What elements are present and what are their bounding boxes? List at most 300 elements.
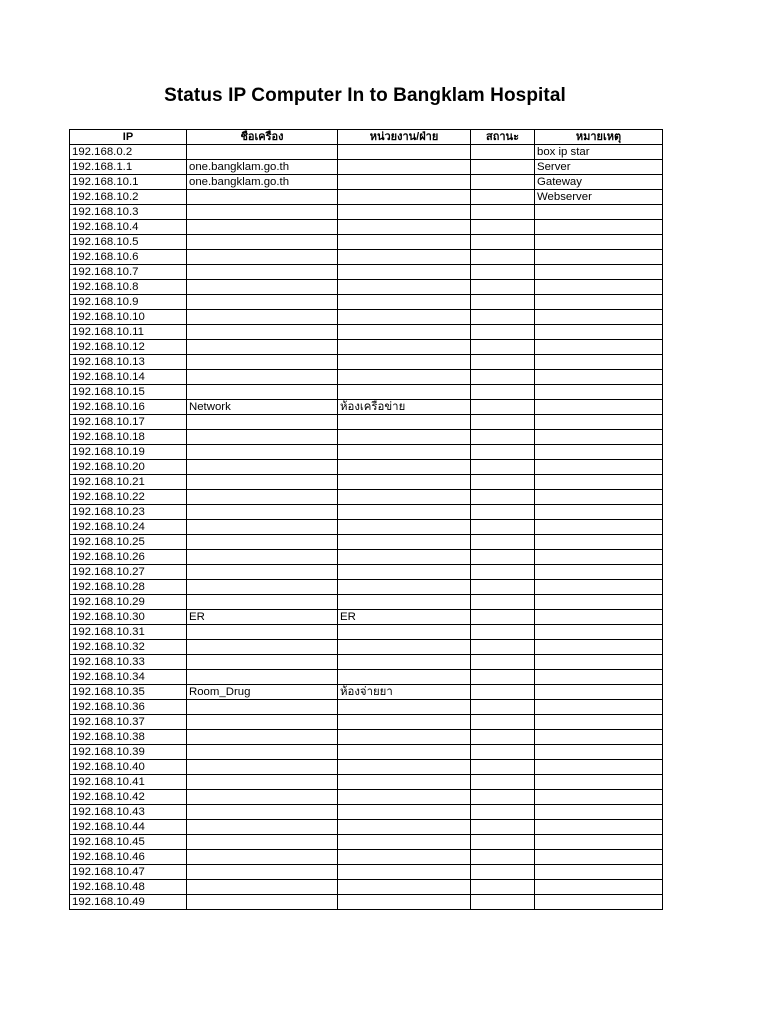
cell-ip: 192.168.10.42 <box>70 790 187 805</box>
cell-ip: 192.168.10.25 <box>70 535 187 550</box>
cell-status <box>471 850 535 865</box>
cell-ip: 192.168.10.24 <box>70 520 187 535</box>
cell-status <box>471 640 535 655</box>
cell-department <box>338 430 471 445</box>
table-row <box>70 670 663 685</box>
cell-ip: 192.168.10.46 <box>70 850 187 865</box>
cell-machine-name <box>187 730 338 745</box>
cell-ip: 192.168.10.47 <box>70 865 187 880</box>
cell-remark <box>535 310 663 325</box>
cell-department <box>338 460 471 475</box>
cell-remark <box>535 760 663 775</box>
cell-ip: 192.168.10.40 <box>70 760 187 775</box>
cell-department <box>338 760 471 775</box>
cell-department <box>338 490 471 505</box>
cell-machine-name <box>187 475 338 490</box>
table-row <box>70 355 663 370</box>
cell-remark <box>535 700 663 715</box>
cell-status <box>471 295 535 310</box>
cell-machine-name <box>187 310 338 325</box>
cell-department <box>338 655 471 670</box>
table-row <box>70 880 663 895</box>
cell-remark <box>535 265 663 280</box>
cell-remark <box>535 640 663 655</box>
cell-machine-name <box>187 145 338 160</box>
cell-machine-name <box>187 790 338 805</box>
cell-department <box>338 265 471 280</box>
cell-remark <box>535 340 663 355</box>
cell-ip: 192.168.10.4 <box>70 220 187 235</box>
cell-remark <box>535 835 663 850</box>
cell-ip: 192.168.10.44 <box>70 820 187 835</box>
cell-status <box>471 790 535 805</box>
header-status: สถานะ <box>471 130 535 145</box>
table-row <box>70 280 663 295</box>
cell-department <box>338 355 471 370</box>
cell-remark <box>535 220 663 235</box>
cell-ip: 192.168.10.10 <box>70 310 187 325</box>
cell-ip: 192.168.10.32 <box>70 640 187 655</box>
cell-status <box>471 460 535 475</box>
table-row <box>70 445 663 460</box>
page-title: Status IP Computer In to Bangklam Hospital <box>164 85 566 106</box>
cell-status <box>471 745 535 760</box>
cell-status <box>471 535 535 550</box>
cell-department <box>338 640 471 655</box>
cell-department <box>338 565 471 580</box>
cell-department: ห้องจ่ายยา <box>338 685 471 700</box>
cell-department <box>338 220 471 235</box>
cell-remark <box>535 730 663 745</box>
cell-machine-name <box>187 880 338 895</box>
cell-machine-name <box>187 565 338 580</box>
cell-ip: 192.168.10.6 <box>70 250 187 265</box>
cell-remark <box>535 820 663 835</box>
cell-remark <box>535 205 663 220</box>
table-row <box>70 370 663 385</box>
cell-machine-name <box>187 895 338 910</box>
table-row <box>70 535 663 550</box>
cell-machine-name: one.bangklam.go.th <box>187 160 338 175</box>
cell-remark <box>535 400 663 415</box>
cell-remark <box>535 235 663 250</box>
cell-status <box>471 820 535 835</box>
table-row <box>70 475 663 490</box>
table-row <box>70 190 663 205</box>
cell-status <box>471 595 535 610</box>
cell-status <box>471 415 535 430</box>
table-row <box>70 850 663 865</box>
table-row <box>70 580 663 595</box>
cell-remark: Server <box>535 160 663 175</box>
cell-status <box>471 205 535 220</box>
cell-machine-name <box>187 865 338 880</box>
cell-machine-name <box>187 325 338 340</box>
cell-machine-name <box>187 580 338 595</box>
table-row <box>70 790 663 805</box>
cell-status <box>471 670 535 685</box>
cell-ip: 192.168.10.43 <box>70 805 187 820</box>
cell-ip: 192.168.10.26 <box>70 550 187 565</box>
cell-department <box>338 340 471 355</box>
cell-remark <box>535 655 663 670</box>
table-row <box>70 520 663 535</box>
cell-remark <box>535 565 663 580</box>
cell-status <box>471 265 535 280</box>
cell-department <box>338 730 471 745</box>
cell-department <box>338 145 471 160</box>
cell-status <box>471 340 535 355</box>
cell-ip: 192.168.10.35 <box>70 685 187 700</box>
table-row <box>70 490 663 505</box>
table-row <box>70 265 663 280</box>
cell-remark <box>535 790 663 805</box>
cell-department <box>338 190 471 205</box>
cell-machine-name <box>187 265 338 280</box>
cell-remark <box>535 415 663 430</box>
cell-machine-name <box>187 670 338 685</box>
cell-remark <box>535 715 663 730</box>
cell-status <box>471 370 535 385</box>
cell-department <box>338 835 471 850</box>
cell-department <box>338 175 471 190</box>
table-row <box>70 895 663 910</box>
cell-department <box>338 415 471 430</box>
header-ip: IP <box>70 130 187 145</box>
cell-ip: 192.168.10.22 <box>70 490 187 505</box>
cell-remark <box>535 670 663 685</box>
cell-status <box>471 175 535 190</box>
cell-ip: 192.168.10.5 <box>70 235 187 250</box>
cell-status <box>471 385 535 400</box>
cell-department <box>338 160 471 175</box>
cell-remark <box>535 865 663 880</box>
cell-ip: 192.168.10.14 <box>70 370 187 385</box>
cell-department <box>338 325 471 340</box>
table-row <box>70 415 663 430</box>
cell-department <box>338 880 471 895</box>
table-row <box>70 325 663 340</box>
cell-status <box>471 280 535 295</box>
cell-ip: 192.168.10.37 <box>70 715 187 730</box>
cell-department <box>338 745 471 760</box>
cell-remark <box>535 505 663 520</box>
cell-ip: 192.168.10.15 <box>70 385 187 400</box>
cell-status <box>471 355 535 370</box>
table-row <box>70 175 663 190</box>
cell-department <box>338 790 471 805</box>
cell-remark <box>535 490 663 505</box>
cell-machine-name <box>187 205 338 220</box>
cell-department <box>338 280 471 295</box>
cell-ip: 192.168.10.30 <box>70 610 187 625</box>
cell-department <box>338 235 471 250</box>
table-row <box>70 310 663 325</box>
table-row <box>70 385 663 400</box>
table-row <box>70 460 663 475</box>
cell-status <box>471 520 535 535</box>
cell-status <box>471 685 535 700</box>
cell-department <box>338 295 471 310</box>
cell-department <box>338 700 471 715</box>
cell-ip: 192.168.10.38 <box>70 730 187 745</box>
cell-department <box>338 370 471 385</box>
cell-department <box>338 895 471 910</box>
cell-ip: 192.168.10.13 <box>70 355 187 370</box>
cell-ip: 192.168.10.31 <box>70 625 187 640</box>
cell-department <box>338 385 471 400</box>
cell-status <box>471 325 535 340</box>
table-row <box>70 820 663 835</box>
cell-machine-name <box>187 760 338 775</box>
cell-status <box>471 490 535 505</box>
cell-remark <box>535 610 663 625</box>
cell-remark <box>535 895 663 910</box>
cell-status <box>471 550 535 565</box>
cell-machine-name <box>187 775 338 790</box>
cell-machine-name <box>187 355 338 370</box>
cell-department <box>338 550 471 565</box>
cell-machine-name <box>187 235 338 250</box>
cell-ip: 192.168.10.33 <box>70 655 187 670</box>
cell-remark <box>535 775 663 790</box>
cell-machine-name <box>187 490 338 505</box>
cell-remark: Gateway <box>535 175 663 190</box>
cell-remark <box>535 325 663 340</box>
cell-ip: 192.168.1.1 <box>70 160 187 175</box>
cell-ip: 192.168.10.41 <box>70 775 187 790</box>
cell-machine-name <box>187 700 338 715</box>
cell-department <box>338 475 471 490</box>
cell-machine-name <box>187 415 338 430</box>
cell-machine-name: Network <box>187 400 338 415</box>
table-row <box>70 295 663 310</box>
cell-remark <box>535 445 663 460</box>
cell-status <box>471 775 535 790</box>
table-row <box>70 595 663 610</box>
table-row <box>70 145 663 160</box>
cell-status <box>471 445 535 460</box>
cell-department: ห้องเครือข่าย <box>338 400 471 415</box>
table-row <box>70 700 663 715</box>
cell-ip: 192.168.10.49 <box>70 895 187 910</box>
cell-ip: 192.168.10.19 <box>70 445 187 460</box>
cell-machine-name <box>187 550 338 565</box>
cell-remark: Webserver <box>535 190 663 205</box>
cell-remark <box>535 460 663 475</box>
cell-machine-name <box>187 640 338 655</box>
cell-machine-name <box>187 430 338 445</box>
cell-machine-name <box>187 370 338 385</box>
cell-machine-name <box>187 445 338 460</box>
cell-ip: 192.168.10.21 <box>70 475 187 490</box>
cell-remark <box>535 355 663 370</box>
cell-status <box>471 475 535 490</box>
cell-ip: 192.168.0.2 <box>70 145 187 160</box>
cell-ip: 192.168.10.48 <box>70 880 187 895</box>
cell-machine-name <box>187 805 338 820</box>
cell-machine-name: ER <box>187 610 338 625</box>
cell-machine-name <box>187 460 338 475</box>
cell-ip: 192.168.10.36 <box>70 700 187 715</box>
table-row <box>70 505 663 520</box>
cell-remark <box>535 280 663 295</box>
cell-ip: 192.168.10.7 <box>70 265 187 280</box>
cell-machine-name <box>187 190 338 205</box>
cell-status <box>471 145 535 160</box>
cell-machine-name <box>187 295 338 310</box>
cell-status <box>471 730 535 745</box>
cell-machine-name <box>187 745 338 760</box>
cell-department <box>338 520 471 535</box>
cell-department <box>338 625 471 640</box>
cell-remark <box>535 520 663 535</box>
cell-status <box>471 220 535 235</box>
table-row <box>70 340 663 355</box>
cell-ip: 192.168.10.17 <box>70 415 187 430</box>
cell-status <box>471 700 535 715</box>
cell-machine-name <box>187 655 338 670</box>
cell-ip: 192.168.10.8 <box>70 280 187 295</box>
table-row <box>70 235 663 250</box>
cell-status <box>471 715 535 730</box>
cell-remark <box>535 250 663 265</box>
cell-status <box>471 865 535 880</box>
table-header-row <box>70 130 663 145</box>
cell-ip: 192.168.10.29 <box>70 595 187 610</box>
cell-ip: 192.168.10.34 <box>70 670 187 685</box>
cell-remark <box>535 685 663 700</box>
cell-machine-name <box>187 250 338 265</box>
cell-remark <box>535 295 663 310</box>
cell-remark <box>535 580 663 595</box>
cell-status <box>471 895 535 910</box>
cell-status <box>471 805 535 820</box>
cell-department <box>338 775 471 790</box>
cell-status <box>471 655 535 670</box>
table-row <box>70 835 663 850</box>
table-row <box>70 805 663 820</box>
table-row <box>70 730 663 745</box>
cell-status <box>471 160 535 175</box>
cell-machine-name <box>187 835 338 850</box>
table-body <box>70 145 663 910</box>
cell-remark <box>535 625 663 640</box>
cell-department <box>338 505 471 520</box>
table-row <box>70 430 663 445</box>
cell-status <box>471 235 535 250</box>
cell-ip: 192.168.10.20 <box>70 460 187 475</box>
cell-ip: 192.168.10.12 <box>70 340 187 355</box>
cell-remark <box>535 745 663 760</box>
cell-department <box>338 670 471 685</box>
cell-ip: 192.168.10.2 <box>70 190 187 205</box>
cell-machine-name <box>187 595 338 610</box>
table-row <box>70 715 663 730</box>
cell-status <box>471 610 535 625</box>
cell-machine-name <box>187 820 338 835</box>
header-remark: หมายเหตุ <box>535 130 663 145</box>
table-row <box>70 745 663 760</box>
cell-department <box>338 310 471 325</box>
cell-remark <box>535 430 663 445</box>
cell-machine-name <box>187 220 338 235</box>
table-row <box>70 610 663 625</box>
cell-machine-name <box>187 340 338 355</box>
cell-status <box>471 310 535 325</box>
cell-department <box>338 535 471 550</box>
cell-department <box>338 205 471 220</box>
cell-ip: 192.168.10.16 <box>70 400 187 415</box>
table-row <box>70 160 663 175</box>
cell-remark <box>535 805 663 820</box>
cell-machine-name <box>187 280 338 295</box>
cell-department <box>338 820 471 835</box>
table-row <box>70 640 663 655</box>
ip-status-table <box>69 129 663 910</box>
cell-status <box>471 250 535 265</box>
table-row <box>70 655 663 670</box>
cell-ip: 192.168.10.23 <box>70 505 187 520</box>
header-department: หน่วยงาน/ฝ่าย <box>338 130 471 145</box>
cell-machine-name: one.bangklam.go.th <box>187 175 338 190</box>
cell-remark <box>535 475 663 490</box>
table-row <box>70 685 663 700</box>
cell-ip: 192.168.10.3 <box>70 205 187 220</box>
cell-machine-name <box>187 535 338 550</box>
cell-department <box>338 805 471 820</box>
cell-ip: 192.168.10.1 <box>70 175 187 190</box>
table-row <box>70 865 663 880</box>
cell-status <box>471 625 535 640</box>
cell-remark <box>535 370 663 385</box>
cell-status <box>471 760 535 775</box>
table-row <box>70 760 663 775</box>
cell-remark <box>535 535 663 550</box>
cell-status <box>471 580 535 595</box>
cell-status <box>471 880 535 895</box>
table-row <box>70 565 663 580</box>
cell-remark <box>535 385 663 400</box>
cell-department <box>338 250 471 265</box>
table-row <box>70 205 663 220</box>
cell-remark: box ip star <box>535 145 663 160</box>
cell-department <box>338 445 471 460</box>
table-row <box>70 250 663 265</box>
cell-remark <box>535 550 663 565</box>
cell-status <box>471 835 535 850</box>
table-row <box>70 775 663 790</box>
table-row <box>70 550 663 565</box>
cell-machine-name <box>187 505 338 520</box>
cell-ip: 192.168.10.27 <box>70 565 187 580</box>
cell-department <box>338 580 471 595</box>
cell-department <box>338 715 471 730</box>
header-machine-name: ชื่อเครื่อง <box>187 130 338 145</box>
cell-machine-name <box>187 520 338 535</box>
table-row <box>70 400 663 415</box>
cell-ip: 192.168.10.9 <box>70 295 187 310</box>
cell-department <box>338 595 471 610</box>
cell-machine-name <box>187 625 338 640</box>
cell-ip: 192.168.10.39 <box>70 745 187 760</box>
cell-status <box>471 430 535 445</box>
cell-department: ER <box>338 610 471 625</box>
cell-status <box>471 400 535 415</box>
table-row <box>70 220 663 235</box>
cell-status <box>471 505 535 520</box>
cell-machine-name: Room_Drug <box>187 685 338 700</box>
